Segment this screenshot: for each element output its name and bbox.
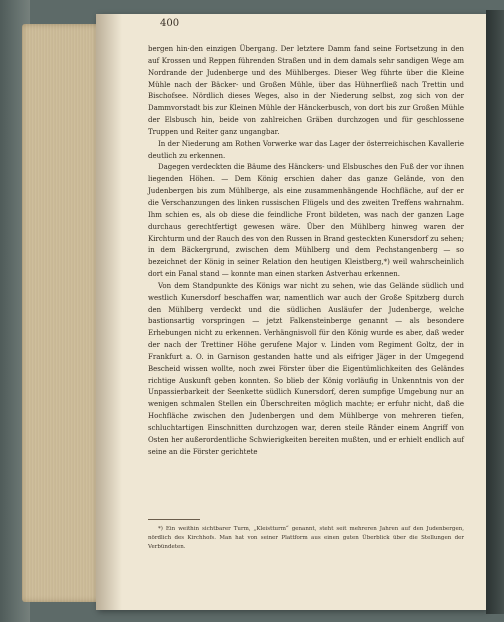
paragraph: In der Niederung am Rothen Vorwerke war das Lager der österreichischen Kavallerie deutlich zu erkennen. <box>148 139 464 160</box>
paragraph: Dagegen verdeckten die Bäume des Hänckers- und Elsbusches den Fuß der vor ihnen liegenden Höhen. — Dem König erschien daher das ganze Gelände, von den Judenbergen bis zum Mühlberge, als eine zusammenhängende Hochfläche, auf der er die Verschanzungen des linken russischen Flügels und des zweiten Treffens wahrnahm. Ihm schien es, als ob diese die feindliche Front bildeten, was nach der ganzen Lage durchaus gerechtfertigt gewesen wäre. Über den Mühlberg hinweg waren der Kirchturm und der Rauch des von den Russen in Brand gesteckten Kunersdorf zu sehen; in dem Bäckergrund, zwischen dem Mühlberg und dem Pechstangenberg — so bezeichnet der König in seiner Relation den heutigen Kleistberg,*) weil wahrscheinlich dort ein Fanal stand — konnte man einen starken Astverhau erkennen. <box>148 163 464 279</box>
paragraph: bergen hin·den einzigen Übergang. Der letztere Damm fand seine Fortsetzung in den auf Krossen und Reppen führenden Straßen und in dem damals sehr sandigen Wege am Nordrande der Judenberge und des Mühlberges. Dieser Weg führte über die Kleine Mühle nach der Bäcker- und Großen Mühle, über das Hühnerfließ nach Trettin und Bischofsee. Nördlich dieses Weges, also in der Niederung selbst, zog sich von der Dammvorstadt bis zur Kleinen Mühle der Hänckerbusch, von dort bis zur Großen Mühle der Elsbusch hin, beide von zahlreichen Gräben durchzogen und für geschlossene Truppen und Reiter ganz ungangbar. <box>148 45 464 136</box>
body-text <box>148 44 464 459</box>
gutter-shadow <box>96 14 122 610</box>
footnote <box>148 525 464 552</box>
paragraph: Von dem Standpunkte des Königs war nicht zu sehen, wie das Gelände südlich und westlich Kunersdorf beschaffen war, namentlich war auch der Große Spitzberg durch den Mühlberg verdeckt und die südlichen Ausläufer der Judenberge, welche bastionsartig vorspringen — jetzt Falkensteinberge genannt — als besondere Erhebungen nicht zu erkennen. Verhängnisvoll für den König wurde es aber, daß weder der nach der Trettiner Höhe gerufene Major v. Linden vom Regiment Goltz, der in Frankfurt a. O. in Garnison gestanden hatte und als eifriger Jäger in der Umgegend Bescheid wissen wollte, noch zwei Förster über die Eigentümlichkeiten des Geländes richtige Auskunft geben konnten. So blieb der König vorläufig in Unkenntnis von der Unpassierbarkeit der Seenkette südlich Kunersdorf, deren sumpfige Umgebung nur an wenigen schmalen Stellen ein Überschreiten möglich machte; er erfuhr nicht, daß die Hochfläche zwischen den Judenbergen und dem Mühlberge von mehreren tiefen, schluchtartigen Einschnitten durchzogen war, deren steile Ränder einem Angriff von Osten her außerordentliche Schwierigkeiten bereiten mußten, und er erhielt endlich auf seine an die Förster gerichtete <box>148 281 464 456</box>
footnote-text: *) Ein weithin sichtbarer Turm, „Kleistturm“ genannt, steht seit mehreren Jahren auf den Judenbergen, nördlich des Kirchhofs. Man hat von seiner Plattform aus einen guten Überblick über die Stellungen der Verbündeten. <box>148 526 464 550</box>
page-number: 400 <box>160 18 180 29</box>
footnote-rule <box>148 519 200 520</box>
book-cover-right <box>486 10 504 614</box>
